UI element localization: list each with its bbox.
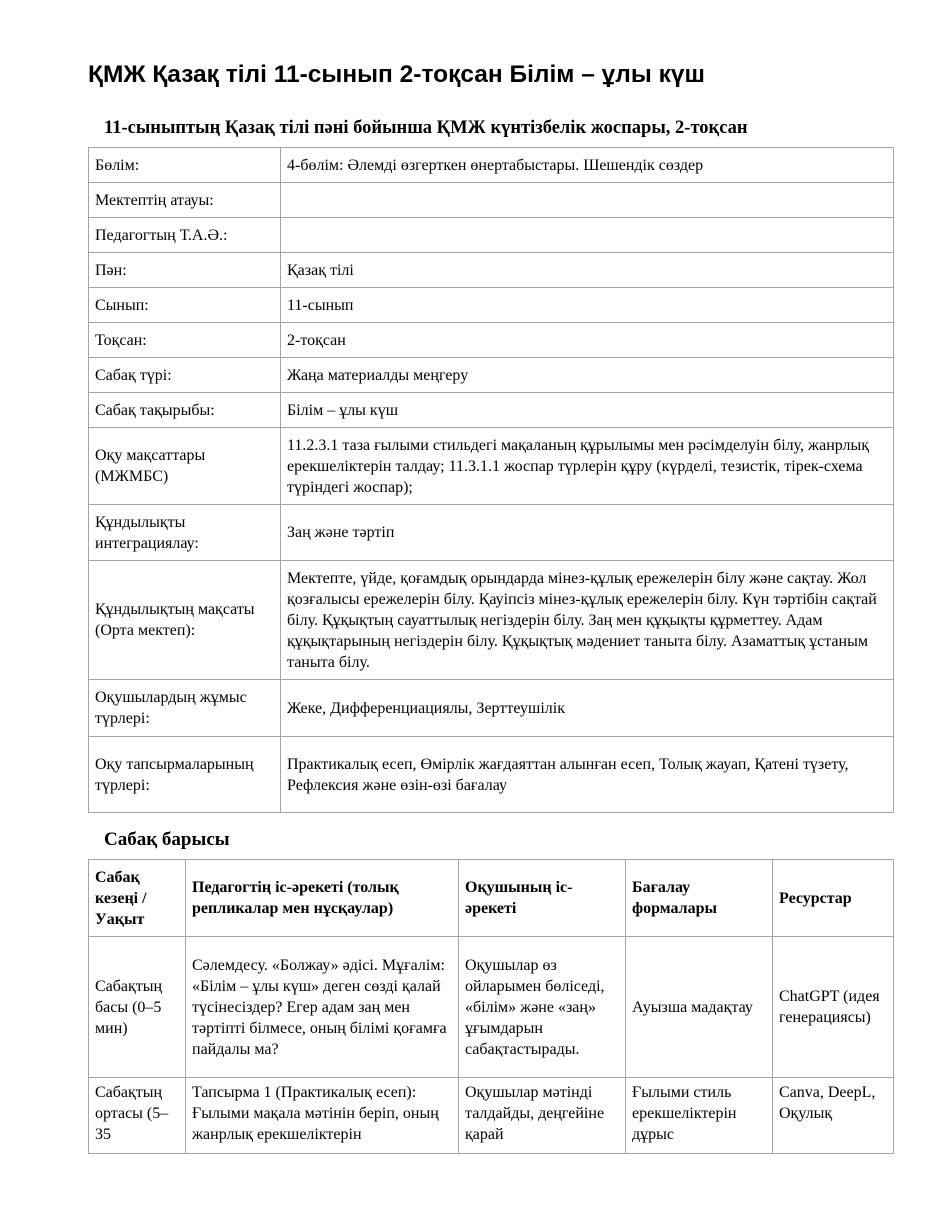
table-cell: Сабақтың ортасы (5–35	[89, 1078, 186, 1154]
table-row	[89, 253, 894, 288]
info-value: Білім – ұлы күш	[281, 393, 894, 428]
table-row	[89, 358, 894, 393]
table-row	[89, 183, 894, 218]
info-label: Оқу тапсырмаларының түрлері:	[89, 737, 281, 813]
table-cell: Ғылыми стиль ерекшеліктерін дұрыс	[626, 1078, 773, 1154]
table-row	[89, 680, 894, 737]
column-header: Сабақ кезеңі / Уақыт	[89, 860, 186, 937]
info-label: Бөлім:	[89, 148, 281, 183]
info-label: Сабақ тақырыбы:	[89, 393, 281, 428]
info-value	[281, 218, 894, 253]
table-row	[89, 323, 894, 358]
info-value: 2-тоқсан	[281, 323, 894, 358]
info-value: Заң және тәртіп	[281, 505, 894, 561]
table-cell: Canva, DeepL, Оқулық	[773, 1078, 894, 1154]
table-row	[89, 505, 894, 561]
table-cell: Ауызша мадақтау	[626, 937, 773, 1078]
table-row	[89, 393, 894, 428]
table-cell: Тапсырма 1 (Практикалық есеп): Ғылыми мақала мәтінін беріп, оның жанрлық ерекшеліктерін	[186, 1078, 459, 1154]
info-value: 11-сынып	[281, 288, 894, 323]
document-title: ҚМЖ Қазақ тілі 11-сынып 2-тоқсан Білім – ұлы күш	[88, 61, 705, 88]
info-label: Оқу мақсаттары (МЖМБС)	[89, 428, 281, 505]
info-label: Құндылықты интеграциялау:	[89, 505, 281, 561]
lesson-flow-table	[88, 859, 894, 1154]
info-value: 4-бөлім: Әлемді өзгерткен өнертабыстары. Шешендік сөздер	[281, 148, 894, 183]
table-cell: Сәлемдесу. «Болжау» әдісі. Мұғалім: «Білім – ұлы күш» деген сөзді қалай түсінесіздер? Егер адам заң мен тәртіпті білмесе, оның білімі қоғамға пайдалы ма?	[186, 937, 459, 1078]
column-header: Бағалау формалары	[626, 860, 773, 937]
table-header-row	[89, 860, 894, 937]
info-label: Тоқсан:	[89, 323, 281, 358]
info-value	[281, 183, 894, 218]
info-label: Педагогтың Т.А.Ә.:	[89, 218, 281, 253]
table-cell: Оқушылар мәтінді талдайды, деңгейіне қарай	[459, 1078, 626, 1154]
info-value: Жеке, Дифференциациялы, Зерттеушілік	[281, 680, 894, 737]
table-row	[89, 148, 894, 183]
info-label: Мектептің атауы:	[89, 183, 281, 218]
table-cell: ChatGPT (идея генерациясы)	[773, 937, 894, 1078]
info-label: Оқушылардың жұмыс түрлері:	[89, 680, 281, 737]
table-row	[89, 737, 894, 813]
info-value: Жаңа материалды меңгеру	[281, 358, 894, 393]
column-header: Ресурстар	[773, 860, 894, 937]
section-heading-lesson-flow: Сабақ барысы	[104, 829, 230, 850]
info-label: Құндылықтың мақсаты (Орта мектеп):	[89, 561, 281, 680]
lesson-info-table	[88, 147, 894, 813]
info-label: Пән:	[89, 253, 281, 288]
table-row	[89, 561, 894, 680]
column-header: Педагогтің іс-әрекеті (толық репликалар мен нұсқаулар)	[186, 860, 459, 937]
column-header: Оқушының іс-әрекеті	[459, 860, 626, 937]
table-row	[89, 218, 894, 253]
document-subtitle: 11-сыныптың Қазақ тілі пәні бойынша ҚМЖ күнтізбелік жоспары, 2-тоқсан	[104, 118, 748, 138]
table-row	[89, 288, 894, 323]
info-value: Қазақ тілі	[281, 253, 894, 288]
table-row	[89, 937, 894, 1078]
info-value: 11.2.3.1 таза ғылыми стильдегі мақаланың құрылымы мен рәсімделуін білу, жанрлық ерекшеліктерін талдау; 11.3.1.1 жоспар түрлерін құру (күрделі, тезистік, тірек-схема түріндегі жоспар);	[281, 428, 894, 505]
table-cell: Оқушылар өз ойларымен бөліседі, «білім» және «заң» ұғымдарын сабақтастырады.	[459, 937, 626, 1078]
table-row	[89, 1078, 894, 1154]
info-value: Практикалық есеп, Өмірлік жағдаяттан алынған есеп, Толық жауап, Қатені түзету, Рефлексия және өзін-өзі бағалау	[281, 737, 894, 813]
table-row	[89, 428, 894, 505]
info-label: Сабақ түрі:	[89, 358, 281, 393]
info-label: Сынып:	[89, 288, 281, 323]
table-cell: Сабақтың басы (0–5 мин)	[89, 937, 186, 1078]
info-value: Мектепте, үйде, қоғамдық орындарда мінез-құлық ережелерін білу және сақтау. Жол қозғалысы ережелерін білу. Қауіпсіз мінез-құлық ережелерін білу. Күн тәртібін сақтай білу. Құқықтың сауаттылық негіздерін білу. Заң мен құқықты құрметтеу. Адам құқықтарының негіздерін білу. Құқықтық мәдениет таныта білу. Азаматтық ұстаным таныта білу.	[281, 561, 894, 680]
